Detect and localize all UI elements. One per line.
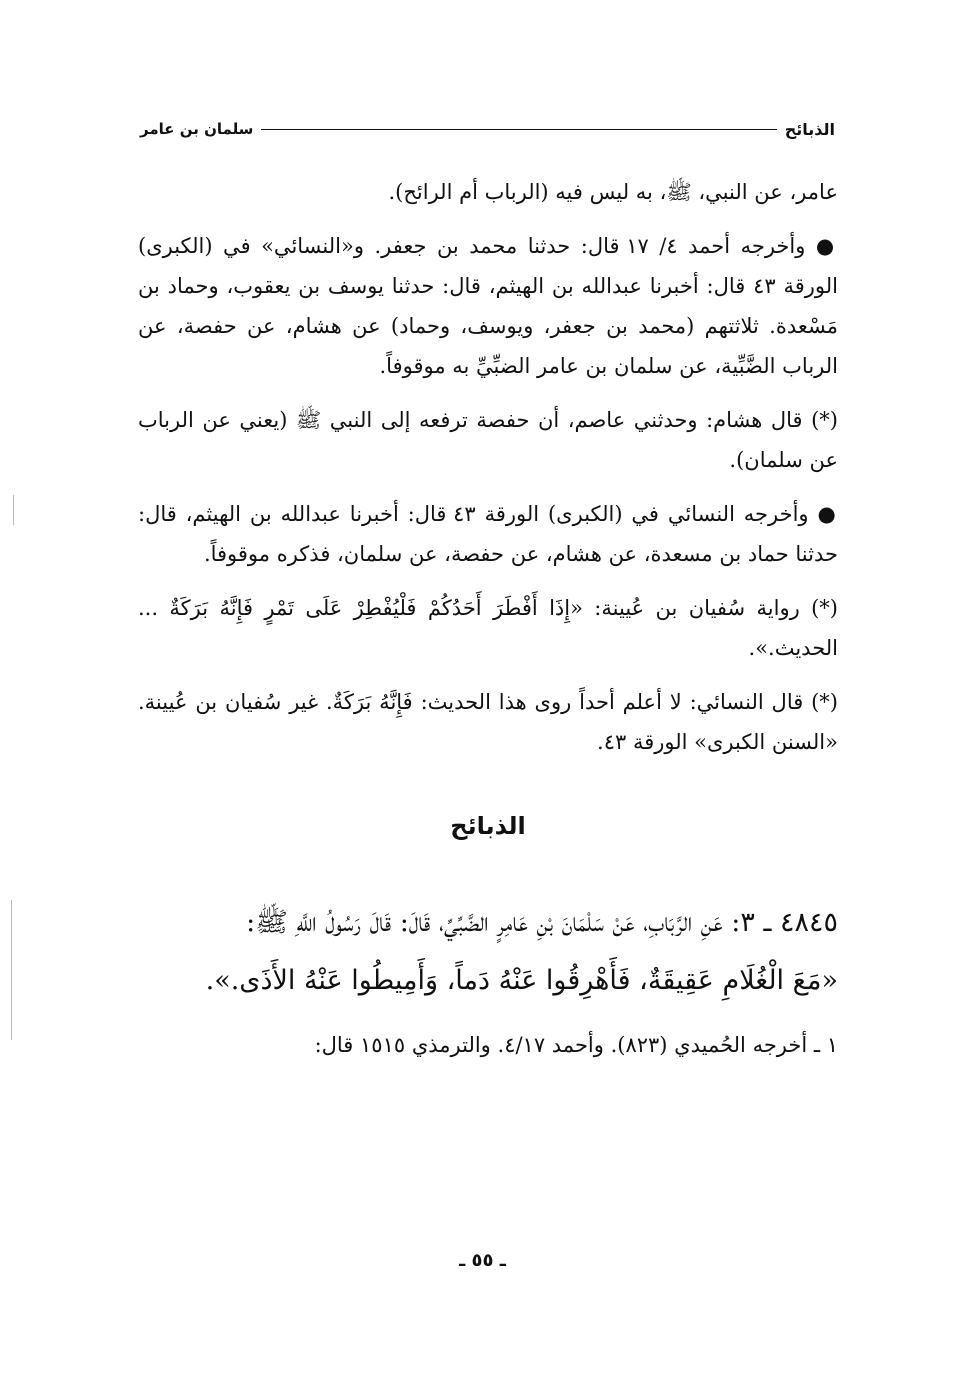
page-content <box>138 172 838 1086</box>
scan-edge-mark <box>13 495 14 525</box>
header-section-title: الذبائح <box>784 119 835 139</box>
section-heading: الذبائح <box>450 812 526 840</box>
paragraph-note-hisham: (*) قال هشام: وحدثني عاصم، أن حفصة ترفعه إلى النبي ﷺ (يعني عن الرباب عن سلمان). <box>138 408 838 472</box>
hadith-text: «مَعَ الْغُلَامِ عَقِيقَةٌ، فَأَهْرِقُوا عَنْهُ دَماً، وَأَمِيطُوا عَنْهُ الأَذَى.». <box>205 965 838 996</box>
paragraph-continuation: عامر، عن النبي، ﷺ، به ليس فيه (الرباب أم الرائح). <box>388 180 838 204</box>
paragraph-takhrij-nasai: ● وأخرجه النسائي في (الكبرى) الورقة ٤٣ قال: أخبرنا عبدالله بن الهيثم، قال: حدثنا حماد بن مسعدة، عن هشام، عن حفصة، عن سلمان، فذكره موقوفاً. <box>138 502 838 566</box>
header-author: سلمان بن عامر <box>140 120 254 138</box>
footnote-line: ١ ـ أخرجه الحُميدي (٨٢٣). وأحمد ٤/١٧. والترمذي ١٥١٥ قال: <box>314 1033 838 1057</box>
page-number: ـ ٥٥ ـ <box>459 1250 506 1271</box>
paragraph-note-sufyan: (*) رواية سُفيان بن عُيينة: «إِذَا أَفْطَرَ أَحَدُكُمْ فَلْيُفْطِرْ عَلَى تَمْرٍ فَإِنَّهُ بَرَكَةٌ ... الحديث.». <box>138 596 838 660</box>
paragraph-note-nasai: (*) قال النسائي: لا أعلم أحداً روى هذا الحديث: فَإِنَّهُ بَرَكَةٌ. غير سُفيان بن عُيينة. «السنن الكبرى» الورقة ٤٣. <box>138 690 838 754</box>
running-header <box>140 112 835 146</box>
scan-edge-mark <box>11 900 12 1040</box>
header-rule <box>261 129 776 130</box>
hadith-chain: ٤٨٤٥ ـ ٣: عَنِ الرَّبَابِ، عَنْ سَلْمَانَ بْنِ عَامِرٍ الضَّبِّيِّ، قَالَ: قَالَ رَسُولُ اللَّهِ ﷺ: <box>246 907 838 938</box>
paragraph-takhrij-ahmad: ● وأخرجه أحمد ٤/ ١٧ قال: حدثنا محمد بن جعفر. و«النسائي» في (الكبرى) الورقة ٤٣ قال: أخبرنا عبدالله بن الهيثم، قال: حدثنا يوسف بن يعقوب، وحماد بن مَسْعدة. ثلاثتهم (محمد بن جعفر، ويوسف، وحماد) عن هشام، عن حفصة، عن الرباب الضَّبِّية، عن سلمان بن عامر الضبِّيِّ به موقوفاً. <box>138 234 838 378</box>
